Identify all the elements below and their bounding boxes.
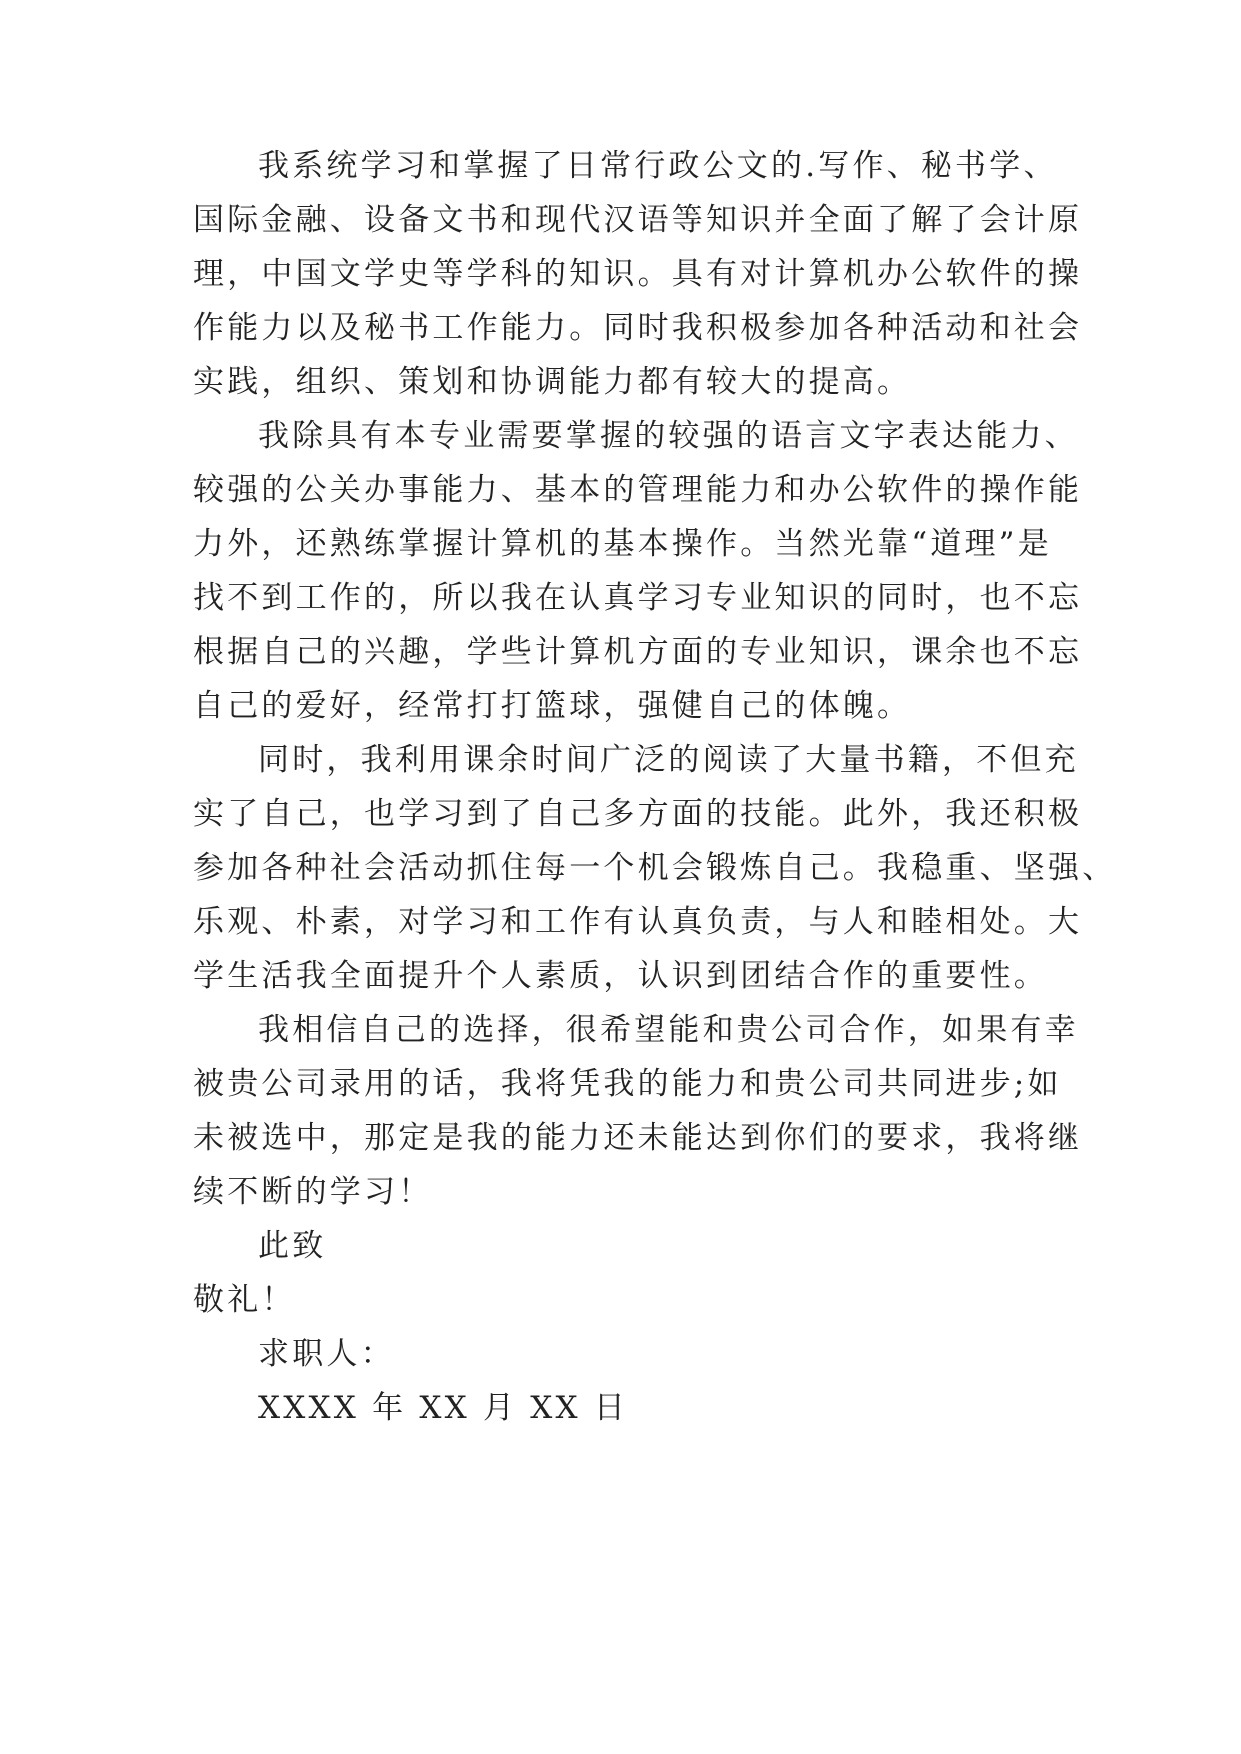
paragraph-4-line-3: 未被选中，那定是我的能力还未能达到你们的要求，我将继 bbox=[193, 1120, 1083, 1156]
closing-salutation: 此致 bbox=[258, 1228, 327, 1264]
paragraph-4-line-4: 续不断的学习！ bbox=[193, 1174, 433, 1210]
closing-respect: 敬礼！ bbox=[193, 1282, 296, 1318]
paragraph-2-line-5: 根据自己的兴趣，学些计算机方面的专业知识，课余也不忘 bbox=[193, 634, 1083, 670]
paragraph-3-line-1: 同时，我利用课余时间广泛的阅读了大量书籍，不但充 bbox=[258, 742, 1079, 778]
paragraph-2-line-4: 找不到工作的，所以我在认真学习专业知识的同时，也不忘 bbox=[193, 580, 1083, 616]
paragraph-3-line-3: 参加各种社会活动抓住每一个机会锻炼自己。我稳重、坚强、 bbox=[193, 850, 1117, 886]
paragraph-1-line-4: 作能力以及秘书工作能力。同时我积极参加各种活动和社会 bbox=[193, 310, 1083, 346]
paragraph-3-line-4: 乐观、朴素，对学习和工作有认真负责，与人和睦相处。大 bbox=[193, 904, 1083, 940]
paragraph-2-line-6: 自己的爱好，经常打打篮球，强健自己的体魄。 bbox=[193, 688, 912, 724]
paragraph-3-line-5: 学生活我全面提升个人素质，认识到团结合作的重要性。 bbox=[193, 958, 1048, 994]
paragraph-4-line-1: 我相信自己的选择，很希望能和贵公司合作，如果有幸 bbox=[258, 1012, 1079, 1048]
paragraph-1-line-3: 理，中国文学史等学科的知识。具有对计算机办公软件的操 bbox=[193, 256, 1083, 292]
paragraph-2-line-2: 较强的公关办事能力、基本的管理能力和办公软件的操作能 bbox=[193, 472, 1083, 508]
paragraph-3-line-2: 实了自己，也学习到了自己多方面的技能。此外，我还积极 bbox=[193, 796, 1083, 832]
paragraph-1-line-5: 实践，组织、策划和协调能力都有较大的提高。 bbox=[193, 364, 912, 400]
paragraph-1-line-2: 国际金融、设备文书和现代汉语等知识并全面了解了会计原 bbox=[193, 202, 1083, 238]
letter-date: XXXX 年 XX 月 XX 日 bbox=[258, 1390, 629, 1426]
paragraph-4-line-2: 被贵公司录用的话，我将凭我的能力和贵公司共同进步;如 bbox=[193, 1066, 1062, 1102]
applicant-label: 求职人： bbox=[258, 1336, 395, 1372]
paragraph-2-line-3: 力外，还熟练掌握计算机的基本操作。当然光靠“道理”是 bbox=[193, 526, 1052, 562]
paragraph-2-line-1: 我除具有本专业需要掌握的较强的语言文字表达能力、 bbox=[258, 418, 1079, 454]
paragraph-1-line-1: 我系统学习和掌握了日常行政公文的.写作、秘书学、 bbox=[258, 148, 1058, 184]
